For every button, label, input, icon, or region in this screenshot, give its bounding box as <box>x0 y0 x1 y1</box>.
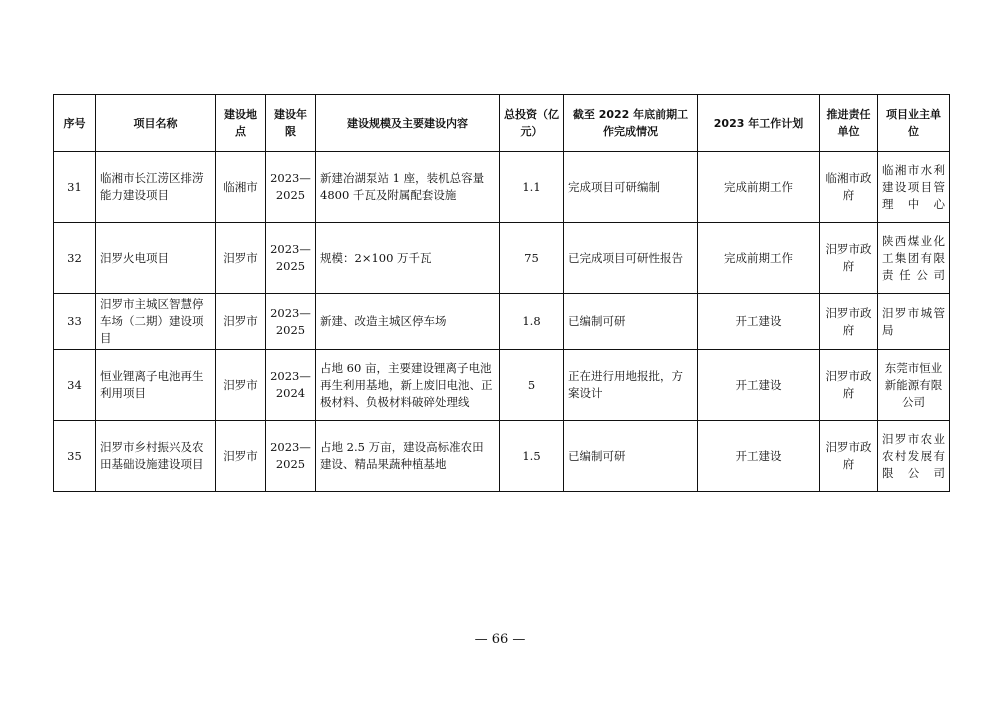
cell-years: 2023—2025 <box>266 294 316 350</box>
cell-resp: 汨罗市政府 <box>820 350 878 421</box>
header-cell: 项目业主单位 <box>878 95 950 152</box>
cell-invest: 75 <box>500 223 564 294</box>
cell-owner: 陕西煤业化工集团有限责任公司 <box>878 223 950 294</box>
cell-content: 占地 60 亩，主要建设锂离子电池再生利用基地，新上废旧电池、正极材料、负极材料破碎处理线 <box>316 350 500 421</box>
header-cell: 项目名称 <box>96 95 216 152</box>
cell-years: 2023—2025 <box>266 421 316 492</box>
cell-plan: 完成前期工作 <box>698 152 820 223</box>
cell-place: 汨罗市 <box>216 294 266 350</box>
cell-invest: 1.1 <box>500 152 564 223</box>
cell-content: 新建、改造主城区停车场 <box>316 294 500 350</box>
cell-no: 35 <box>54 421 96 492</box>
cell-no: 33 <box>54 294 96 350</box>
cell-owner: 汨罗市农业农村发展有限公司 <box>878 421 950 492</box>
cell-years: 2023—2025 <box>266 223 316 294</box>
table-row <box>54 152 950 223</box>
cell-resp: 汨罗市政府 <box>820 421 878 492</box>
cell-place: 临湘市 <box>216 152 266 223</box>
cell-progress: 已完成项目可研性报告 <box>564 223 698 294</box>
header-row <box>54 95 950 152</box>
header-cell: 总投资（亿元） <box>500 95 564 152</box>
cell-content: 规模：2×100 万千瓦 <box>316 223 500 294</box>
cell-progress: 已编制可研 <box>564 294 698 350</box>
cell-content: 占地 2.5 万亩，建设高标准农田建设、精品果蔬种植基地 <box>316 421 500 492</box>
cell-invest: 1.5 <box>500 421 564 492</box>
table-row <box>54 294 950 350</box>
cell-progress: 正在进行用地报批，方案设计 <box>564 350 698 421</box>
cell-name: 恒业锂离子电池再生利用项目 <box>96 350 216 421</box>
cell-plan: 开工建设 <box>698 294 820 350</box>
cell-years: 2023—2025 <box>266 152 316 223</box>
cell-no: 34 <box>54 350 96 421</box>
header-cell: 建设规模及主要建设内容 <box>316 95 500 152</box>
cell-place: 汨罗市 <box>216 421 266 492</box>
cell-place: 汨罗市 <box>216 350 266 421</box>
header-cell: 序号 <box>54 95 96 152</box>
cell-invest: 5 <box>500 350 564 421</box>
table-row <box>54 421 950 492</box>
cell-years: 2023—2024 <box>266 350 316 421</box>
cell-plan: 完成前期工作 <box>698 223 820 294</box>
cell-content: 新建冶湖泵站 1 座，装机总容量 4800 千瓦及附属配套设施 <box>316 152 500 223</box>
header-cell: 截至 2022 年底前期工作完成情况 <box>564 95 698 152</box>
cell-resp: 临湘市政府 <box>820 152 878 223</box>
cell-progress: 完成项目可研编制 <box>564 152 698 223</box>
header-cell: 建设地点 <box>216 95 266 152</box>
cell-name: 汨罗市乡村振兴及农田基础设施建设项目 <box>96 421 216 492</box>
cell-resp: 汨罗市政府 <box>820 223 878 294</box>
cell-invest: 1.8 <box>500 294 564 350</box>
cell-plan: 开工建设 <box>698 421 820 492</box>
cell-progress: 已编制可研 <box>564 421 698 492</box>
project-table <box>53 94 950 492</box>
cell-no: 31 <box>54 152 96 223</box>
cell-owner: 临湘市水利建设项目管理中心 <box>878 152 950 223</box>
cell-owner: 东莞市恒业新能源有限公司 <box>878 350 950 421</box>
table-row <box>54 223 950 294</box>
cell-place: 汨罗市 <box>216 223 266 294</box>
header-cell: 2023 年工作计划 <box>698 95 820 152</box>
page-number: — 66 — <box>474 632 526 647</box>
header-cell: 建设年限 <box>266 95 316 152</box>
cell-name: 汨罗火电项目 <box>96 223 216 294</box>
cell-name: 汨罗市主城区智慧停车场（二期）建设项目 <box>96 294 216 350</box>
table-row <box>54 350 950 421</box>
header-cell: 推进责任单位 <box>820 95 878 152</box>
cell-no: 32 <box>54 223 96 294</box>
cell-resp: 汨罗市政府 <box>820 294 878 350</box>
cell-name: 临湘市长江涝区排涝能力建设项目 <box>96 152 216 223</box>
cell-plan: 开工建设 <box>698 350 820 421</box>
cell-owner: 汨罗市城管局 <box>878 294 950 350</box>
